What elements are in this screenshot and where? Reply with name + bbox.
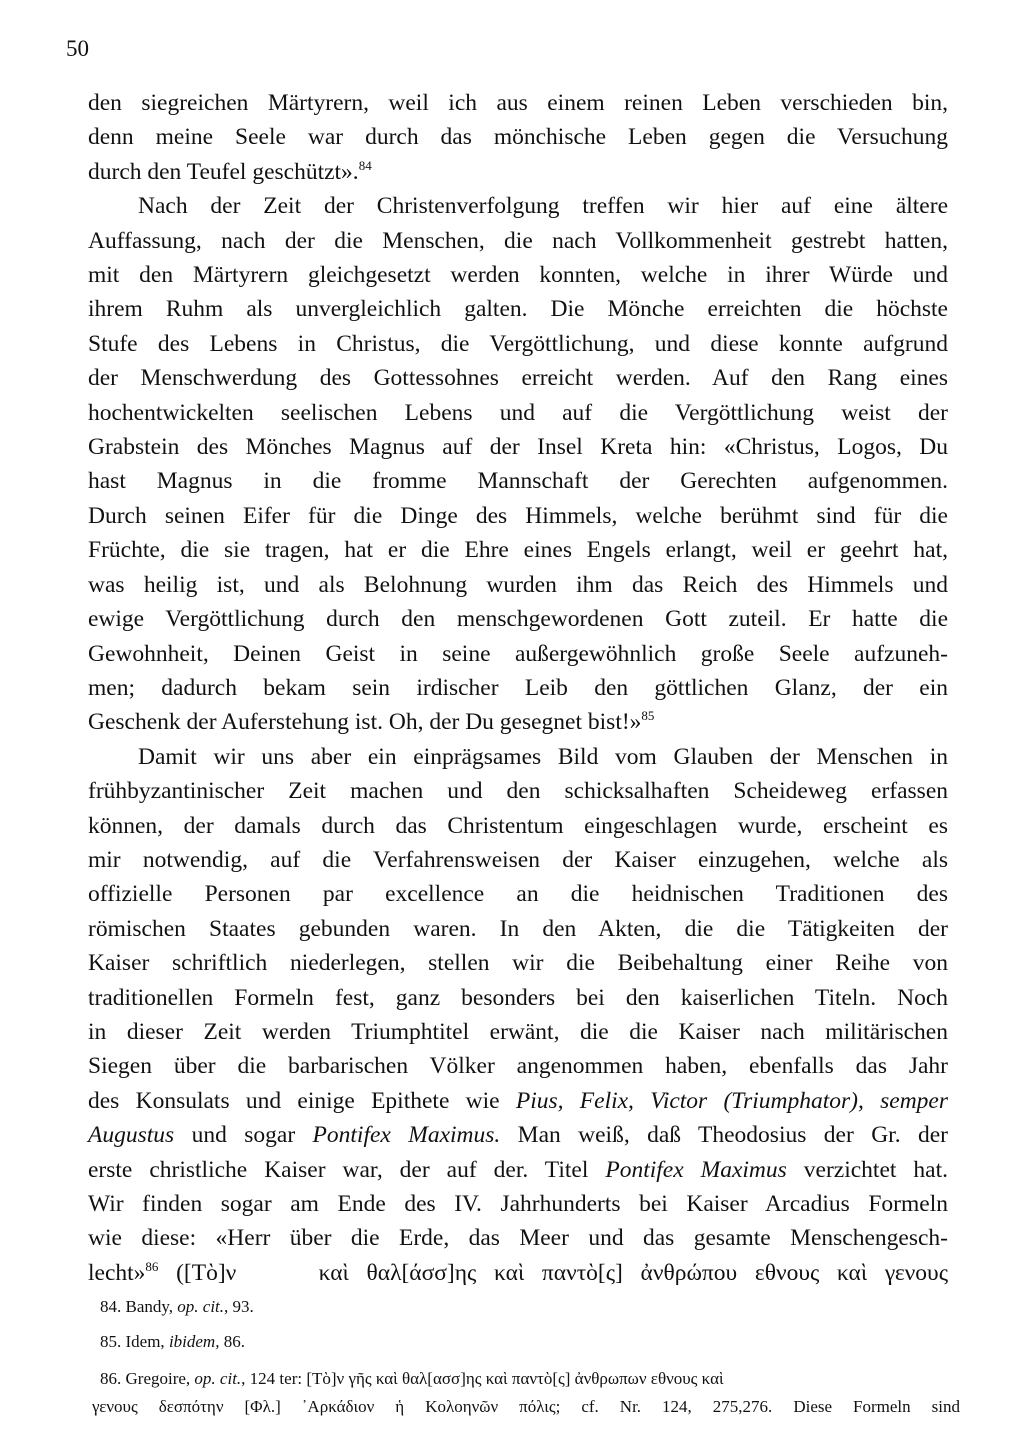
text-line [88,568,948,602]
text-span: erste christliche Kaiser war, der auf der. Titel [88,1156,606,1183]
text-line [88,86,948,120]
text-span: der Menschwerdung des Gottessohnes erreicht werden. Auf den Rang eines [88,365,948,392]
text-line [88,258,948,292]
footnote-85: 85. Idem, ibidem, 86. [100,1332,245,1351]
footnote-86-continued: γενους δεσπότην [Φλ.] ᾿Αρκάδιον ἡ Κολοηνῶν πόλις; cf. Nr. 124, 275,276. Diese Formeln sind [92,1397,960,1416]
text-line [88,671,948,705]
text-line [88,224,948,258]
text-line [88,396,948,430]
text-span: Geschenk der Auferstehung ist. Oh, der Du gesegnet bist!» [88,709,642,736]
text-line [88,602,948,636]
text-line [88,361,948,395]
text-span: was heilig ist, und als Belohnung wurden ihm das Reich des Himmels und [88,571,948,598]
text-span: wie diese: «Herr über die Erde, das Meer und das gesamte Menschengesch- [88,1225,948,1252]
text-span: hochentwickelten seelischen Lebens und auf die Vergöttlichung weist der [88,399,948,426]
text-span: Nach der Zeit der Christenverfolgung treffen wir hier auf eine ältere [138,193,948,220]
text-line [88,912,948,946]
text-line [88,1256,948,1290]
text-line [88,1118,948,1152]
text-span: Man weiß, daß Theodosius der Gr. der [500,1122,948,1149]
text-span: ([Τὸ]ν καὶ θαλ[άσσ]ης καὶ παντὸ[ς] ἀνθρώπου εθνους καὶ γενους [158,1259,948,1286]
text-span: Durch seinen Eifer für die Dinge des Himmels, welche berühmt sind für die [88,502,948,529]
footnote-ref: 86 [145,1258,159,1274]
text-line [88,1221,948,1255]
text-span: Damit wir uns aber ein einprägsames Bild vom Glauben der Menschen in [138,743,948,770]
text-line [88,1049,948,1083]
text-span: Auffassung, nach der die Menschen, die nach Vollkommenheit gestrebt hatten, [88,227,948,254]
text-span: Grabstein des Mönches Magnus auf der Insel Kreta hin: «Christus, Logos, Du [88,434,948,461]
text-line [88,637,948,671]
text-span: Gewohnheit, Deinen Geist in seine außergewöhnlich große Seele aufzuneh- [88,640,948,667]
text-line [88,946,948,980]
footnote-86: 86. Gregoire, op. cit., 124 ter: [Τὸ]ν γῆς καὶ θαλ[ασσ]ης καὶ παντὸ[ς] ἀνθρωπων εθνους καὶ [100,1369,724,1388]
text-line [88,1153,948,1187]
text-line [88,1015,948,1049]
text-span: Stufe des Lebens in Christus, die Vergöttlichung, und diese konnte aufgrund [88,330,948,357]
text-span: verzichtet hat. [786,1156,948,1183]
text-span: durch den Teufel geschützt». [88,158,359,185]
text-line [88,843,948,877]
footnote-ref: 85 [641,708,655,724]
text-line [88,774,948,808]
text-span: römischen Staates gebunden waren. In den Akten, die die Tätigkeiten der [88,915,948,942]
text-span: Augustus [88,1122,175,1149]
text-span: ewige Vergöttlichung durch den menschgewordenen Gott zuteil. Er hatte die [88,606,948,633]
text-span: Kaiser schriftlich niederlegen, stellen wir die Beibehaltung einer Reihe von [88,950,948,977]
text-span: denn meine Seele war durch das mönchische Leben gegen die Versuchung [88,124,948,151]
text-line [88,155,948,189]
text-line [88,1084,948,1118]
text-span: den siegreichen Märtyrern, weil ich aus einem reinen Leben verschieden bin, [88,90,948,116]
text-line [88,533,948,567]
text-span: Pius, Felix, Victor (Triumphator), semper [515,1087,948,1114]
text-line [88,464,948,498]
text-span: Pontifex Maximus. [312,1122,501,1149]
page-number: 50 [66,36,89,61]
text-span: hast Magnus in die fromme Mannschaft der Gerechten aufgenommen. [88,468,948,495]
text-span: Siegen über die barbarischen Völker angenommen haben, ebenfalls das Jahr [88,1053,948,1080]
footnote-84: 84. Bandy, op. cit., 93. [100,1297,254,1316]
text-span: des Konsulats und einige Epithete wie [88,1087,516,1114]
text-span: mit den Märtyrern gleichgesetzt werden konnten, welche in ihrer Würde und [88,262,948,289]
text-span: und sogar [174,1122,313,1149]
text-line [88,877,948,911]
text-span: ihrem Ruhm als unvergleichlich galten. Die Mönche erreichten die höchste [88,296,948,323]
text-line [88,1187,948,1221]
text-line [88,499,948,533]
text-span: men; dadurch bekam sein irdischer Leib den göttlichen Glanz, der ein [88,674,948,701]
text-line [88,705,948,739]
text-line [88,120,948,154]
body-text [88,86,948,1290]
text-span: Früchte, die sie tragen, hat er die Ehre eines Engels erlangt, weil er geehrt hat, [88,537,948,564]
text-line [88,809,948,843]
text-line [88,740,948,774]
text-line [88,189,948,223]
footnote-ref: 84 [358,157,372,173]
text-line [88,430,948,464]
text-span: frühbyzantinischer Zeit machen und den schicksalhaften Scheideweg erfassen [88,778,948,805]
text-line [88,981,948,1015]
text-line [88,292,948,326]
text-span: Pontifex Maximus [605,1156,787,1183]
text-span: können, der damals durch das Christentum eingeschlagen wurde, erscheint es [88,812,948,839]
text-span: Wir finden sogar am Ende des IV. Jahrhunderts bei Kaiser Arcadius Formeln [88,1191,948,1217]
text-line [88,327,948,361]
text-span: mir notwendig, auf die Verfahrensweisen der Kaiser einzugehen, welche als [88,846,948,873]
text-span: lecht» [88,1259,146,1286]
text-span: in dieser Zeit werden Triumphtitel erwänt, die die Kaiser nach militärischen [88,1018,948,1045]
text-span: offizielle Personen par excellence an die heidnischen Traditionen des [88,881,948,908]
text-span: traditionellen Formeln fest, ganz besonders bei den kaiserlichen Titeln. Noch [88,984,948,1011]
